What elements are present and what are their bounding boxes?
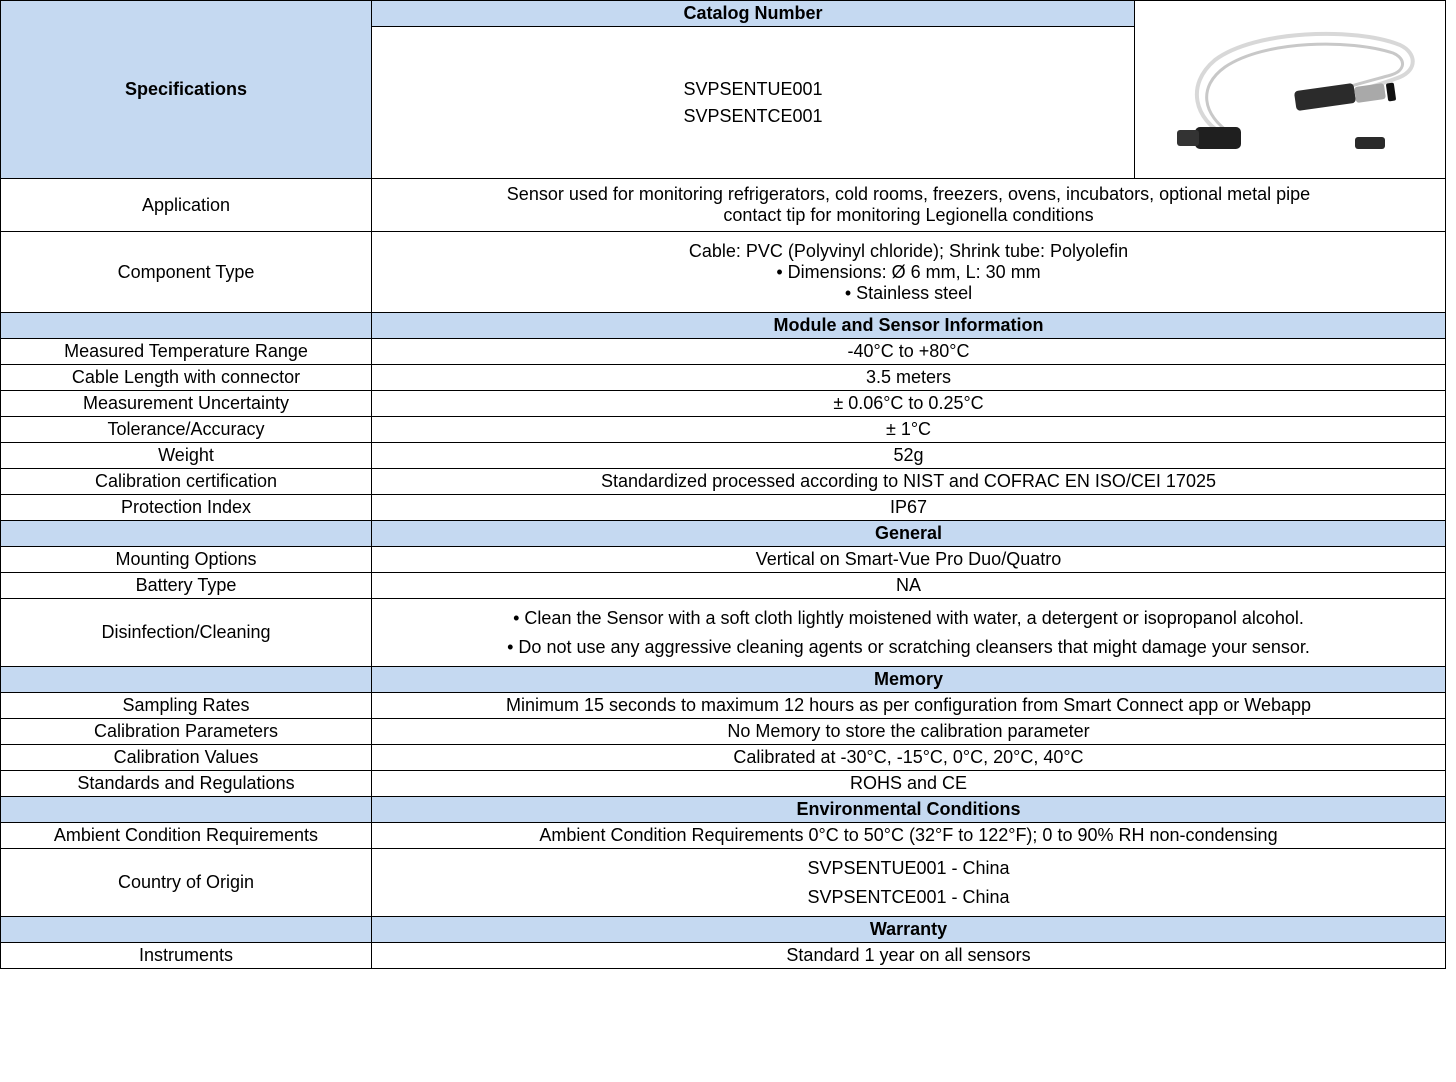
section-title-warranty: Warranty	[372, 917, 1446, 943]
product-image-cell	[1135, 1, 1446, 179]
spec-value: Ambient Condition Requirements 0°C to 50°C (32°F to 122°F); 0 to 90% RH non-condensing	[372, 823, 1446, 849]
specifications-header: Specifications	[1, 1, 372, 179]
spec-value: NA	[372, 573, 1446, 599]
cleaning-instruction: • Clean the Sensor with a soft cloth lightly moistened with water, a detergent or isopropanol alcohol.	[513, 607, 1304, 628]
spec-label: Instruments	[1, 943, 372, 969]
spec-value: ± 0.06°C to 0.25°C	[372, 391, 1446, 417]
spec-value-line: • Dimensions: Ø 6 mm, L: 30 mm	[776, 261, 1041, 282]
spec-value: ± 1°C	[372, 417, 1446, 443]
spec-label: Disinfection/Cleaning	[1, 599, 372, 667]
spec-label: Weight	[1, 443, 372, 469]
spec-value-line: • Stainless steel	[844, 282, 973, 303]
spec-label: Sampling Rates	[1, 693, 372, 719]
spec-value: Minimum 15 seconds to maximum 12 hours as per configuration from Smart Connect app or Webapp	[372, 693, 1446, 719]
spec-label: Calibration Values	[1, 745, 372, 771]
section-header-blank	[1, 313, 372, 339]
spec-label: Calibration Parameters	[1, 719, 372, 745]
catalog-number: SVPSENTUE001	[683, 78, 823, 99]
spec-label: Calibration certification	[1, 469, 372, 495]
spec-label: Country of Origin	[1, 849, 372, 917]
section-header-blank	[1, 521, 372, 547]
section-title-environmental: Environmental Conditions	[372, 797, 1446, 823]
section-header-blank	[1, 797, 372, 823]
spec-value	[372, 179, 1446, 232]
spec-value-cleaning	[372, 599, 1446, 667]
spec-label: Cable Length with connector	[1, 365, 372, 391]
spec-label: Protection Index	[1, 495, 372, 521]
spec-label: Mounting Options	[1, 547, 372, 573]
cleaning-instruction: • Do not use any aggressive cleaning agents or scratching cleansers that might damage your sensor.	[507, 636, 1310, 657]
temperature-probe-cable-icon	[1155, 15, 1425, 165]
spec-label: Measurement Uncertainty	[1, 391, 372, 417]
spec-label: Component Type	[1, 232, 372, 313]
spec-value: -40°C to +80°C	[372, 339, 1446, 365]
spec-value-line: contact tip for monitoring Legionella conditions	[723, 205, 1094, 225]
spec-label: Application	[1, 179, 372, 232]
spec-label: Ambient Condition Requirements	[1, 823, 372, 849]
spec-value: ROHS and CE	[372, 771, 1446, 797]
spec-value-line: Sensor used for monitoring refrigerators, cold rooms, freezers, ovens, incubators, optional metal pipe	[506, 184, 1311, 204]
spec-value: 3.5 meters	[372, 365, 1446, 391]
origin-line: SVPSENTUE001 - China	[807, 857, 1010, 878]
spec-value-line: Cable: PVC (Polyvinyl chloride); Shrink tube: Polyolefin	[688, 240, 1129, 261]
spec-value	[372, 232, 1446, 313]
spec-value: Calibrated at -30°C, -15°C, 0°C, 20°C, 40°C	[372, 745, 1446, 771]
spec-value: Standardized processed according to NIST and COFRAC EN ISO/CEI 17025	[372, 469, 1446, 495]
catalog-number-header: Catalog Number	[372, 1, 1135, 27]
section-title-module: Module and Sensor Information	[372, 313, 1446, 339]
spec-value: Vertical on Smart-Vue Pro Duo/Quatro	[372, 547, 1446, 573]
section-title-memory: Memory	[372, 667, 1446, 693]
section-title-general: General	[372, 521, 1446, 547]
spec-label: Battery Type	[1, 573, 372, 599]
catalog-number: SVPSENTCE001	[683, 105, 823, 126]
catalog-numbers-cell	[372, 27, 1135, 179]
spec-value: IP67	[372, 495, 1446, 521]
section-header-blank	[1, 917, 372, 943]
spec-value-origin	[372, 849, 1446, 917]
spec-value: Standard 1 year on all sensors	[372, 943, 1446, 969]
spec-label: Standards and Regulations	[1, 771, 372, 797]
section-header-blank	[1, 667, 372, 693]
spec-label: Measured Temperature Range	[1, 339, 372, 365]
spec-value: 52g	[372, 443, 1446, 469]
origin-line: SVPSENTCE001 - China	[807, 886, 1010, 907]
spec-label: Tolerance/Accuracy	[1, 417, 372, 443]
spec-value: No Memory to store the calibration parameter	[372, 719, 1446, 745]
